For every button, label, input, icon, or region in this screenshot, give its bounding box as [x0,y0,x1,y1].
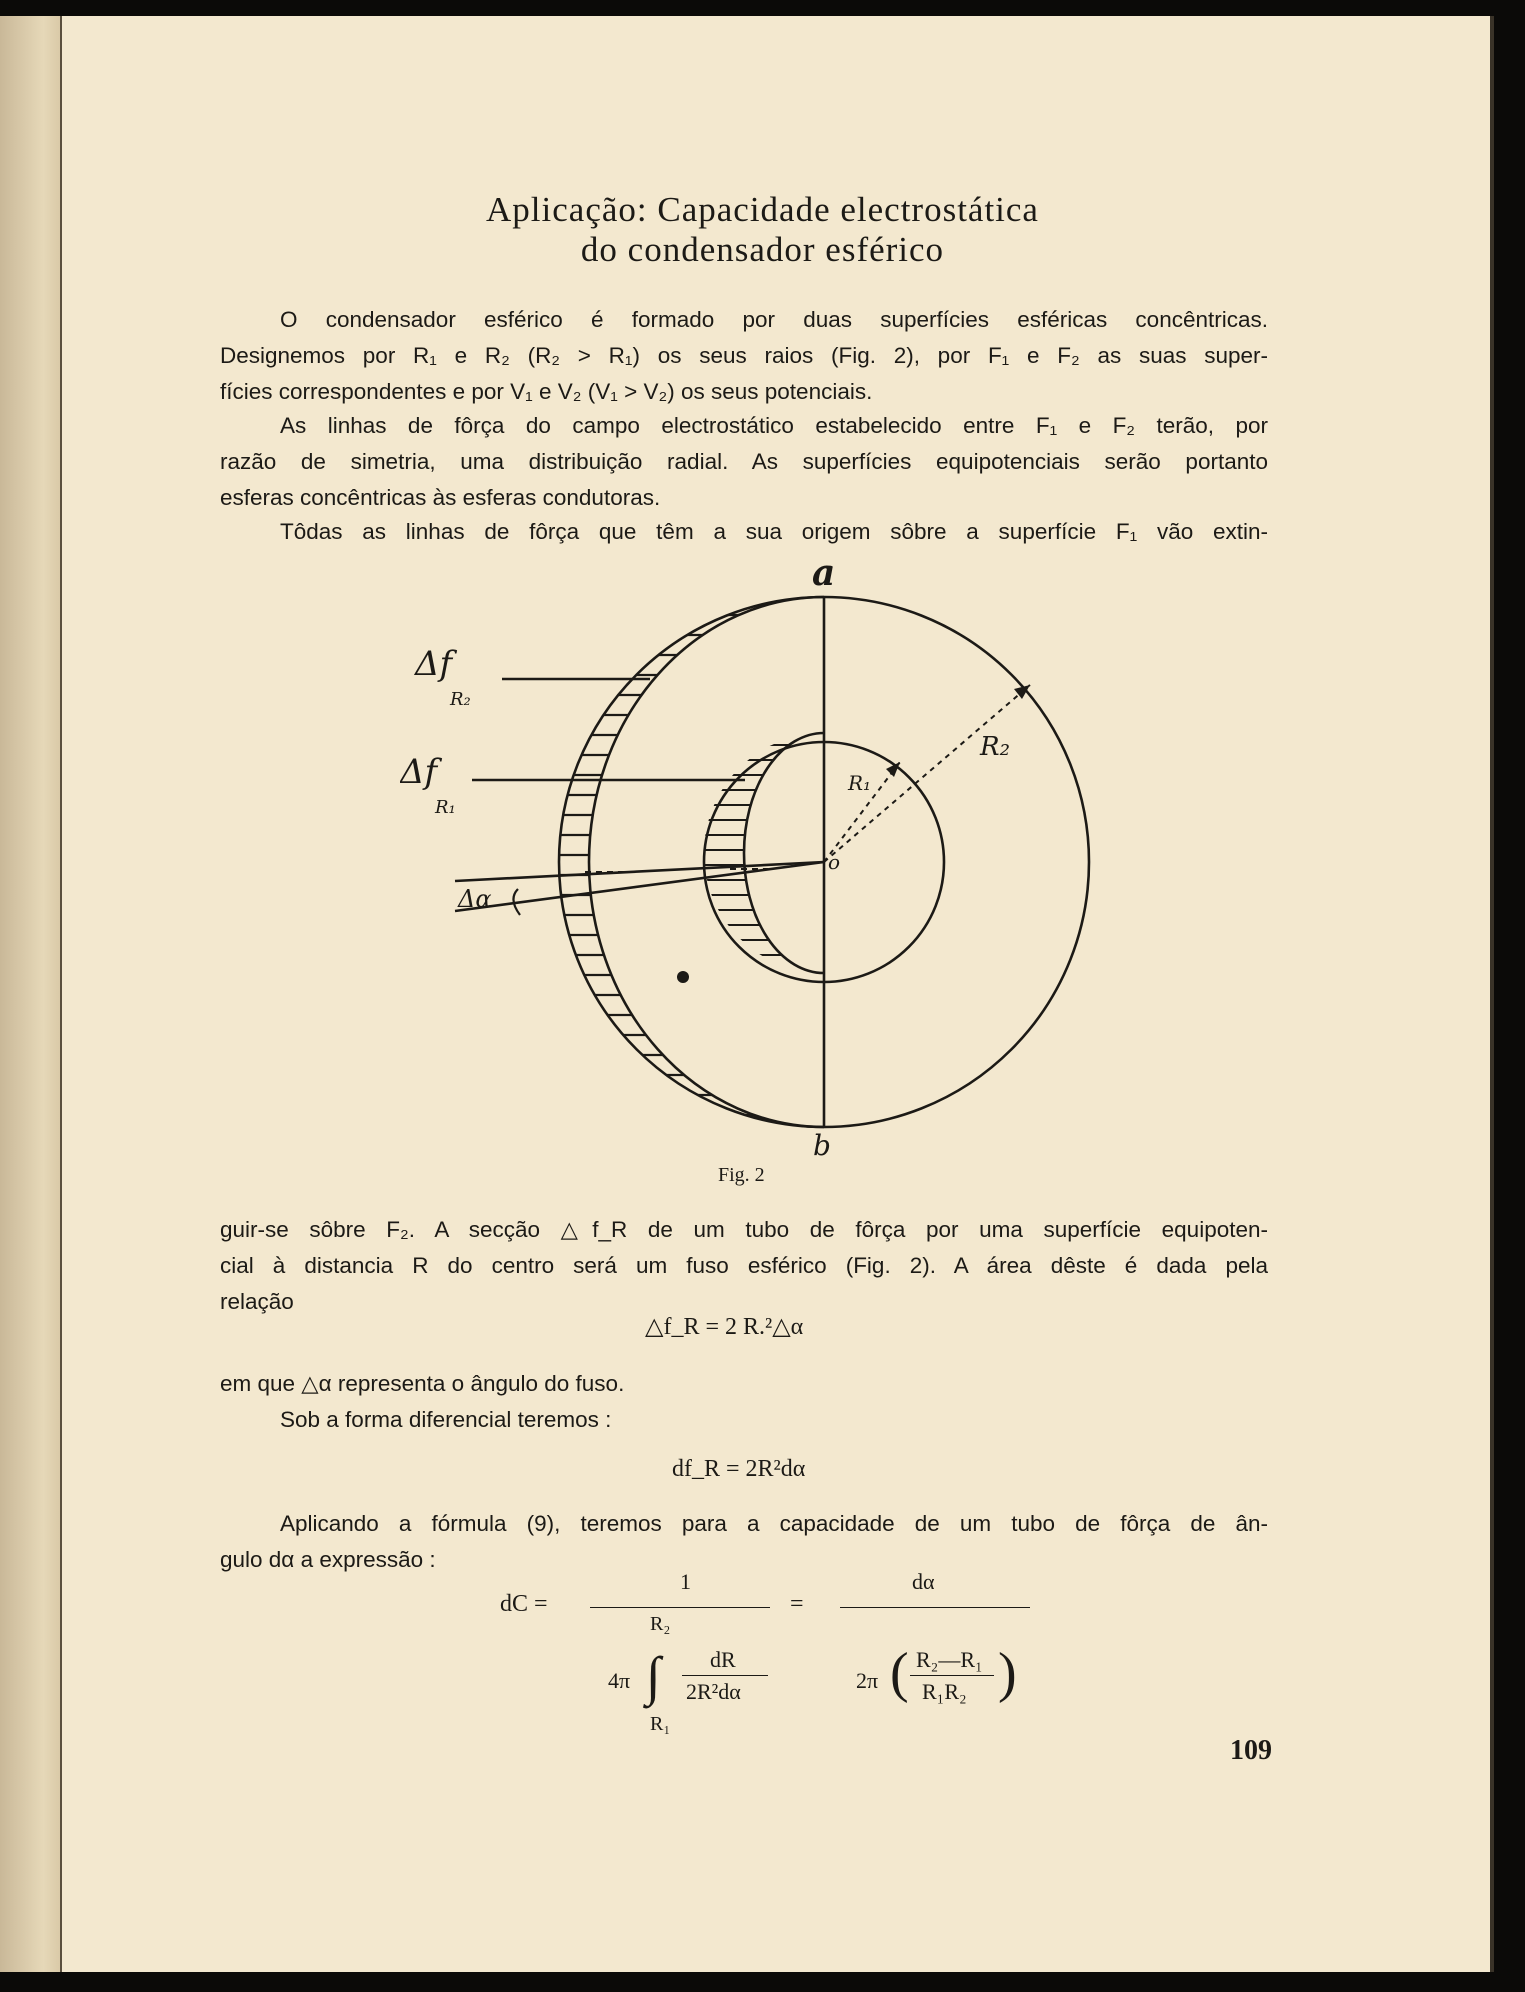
book-spine [0,16,62,1972]
paragraph-2 [220,408,1268,516]
outer-spindle-arc [589,597,824,1127]
paragraph-4-line-3: relação [220,1289,294,1314]
inner-spindle-hatch [690,745,840,955]
label-o: o [828,850,841,874]
figure-dot [677,971,689,983]
label-delta-f-r1: Δf [400,752,438,792]
right-paren: ) [998,1642,1017,1704]
fraction-bar-2 [840,1607,1030,1608]
paragraph-6-line-2: gulo dα a expressão : [220,1547,436,1572]
paragraph-4-line-2: cial à distancia R do centro será um fuso esférico (Fig. 2). A área dêste é dada pela [220,1253,1268,1278]
integral-sign: ∫ [646,1646,661,1706]
formula-equals: = [790,1591,804,1617]
label-delta-f-r1-sub: R₁ [435,797,456,818]
paragraph-4-line-1: guir-se sôbre F₂. A secção △f_R de um tubo de fôrça por uma superfície equipoten- [220,1217,1268,1242]
denominator-prefix: 2π [856,1668,879,1693]
paragraph-2-line-1: As linhas de fôrça do campo electrostático estabelecido entre F₁ e F₂ terão, por [280,413,1268,438]
formula-area-spindle: △f_R = 2 R.²△α [645,1314,804,1340]
paragraph-1-line-3: fícies correspondentes e por V₁ e V₂ (V₁ > V₂) os seus potenciais. [220,379,873,404]
paragraph-1-line-1: O condensador esférico é formado por duas superfícies esféricas concêntricas. [280,307,1268,332]
fraction-bar-integrand [682,1675,768,1676]
paragraph-1 [220,302,1268,410]
paragraph-5-line-2: Sob a forma diferencial teremos : [280,1407,612,1432]
integral-numerator: dR [710,1647,736,1672]
paragraph-3 [220,514,1268,550]
formula-capacitance [460,1569,1060,1745]
label-delta-f-r2: Δf [415,644,453,684]
label-r1: R₁ [848,771,872,795]
paragraph-5-line-1: em que △α representa o ângulo do fuso. [220,1371,625,1396]
paragraph-1-line-2: Designemos por R₁ e R₂ (R₂ > R₁) os seus raios (Fig. 2), por F₁ e F₂ as suas super- [220,343,1268,368]
fraction-bar-inner [910,1675,994,1676]
angle-ray-upper [455,862,824,881]
paragraph-6-line-1: Aplicando a fórmula (9), teremos para a capacidade de um tubo de fôrça de ân- [280,1511,1268,1536]
paragraph-4 [220,1212,1268,1320]
paragraph-3-line-1: Tôdas as linhas de fôrça que têm a sua origem sôbre a superfície F₁ vão extin- [280,519,1268,544]
left-paren: ( [890,1642,909,1704]
label-delta-f-r2-sub: R₂ [450,689,471,710]
paragraph-2-line-2: razão de simetria, uma distribuição radial. As superfícies equipotenciais serão portanto [220,449,1268,474]
label-delta-alpha: Δα [458,885,492,913]
formula-numerator-2: dα [912,1569,935,1594]
inner-spindle-arc [744,733,824,973]
paragraph-2-line-3: esferas concêntricas às esferas condutoras. [220,485,661,510]
page-title-line1: Aplicação: Capacidade electrostática [486,190,1039,229]
label-r2: R₂ [980,732,1010,762]
integral-upper-limit: R₂ [650,1613,671,1635]
integral-denominator: 2R²dα [686,1679,741,1704]
paragraph-5 [220,1366,1268,1438]
formula-differential: df_R = 2R²dα [672,1456,806,1482]
denominator-inner-denominator: R₁R₂ [922,1679,967,1704]
fraction-bar-1 [590,1607,770,1608]
label-b: b [813,1129,831,1162]
page-right-edge [1490,16,1494,1972]
label-a: a [812,555,836,594]
integral-lower-limit: R₁ [650,1713,671,1735]
figure-2-spherical-capacitor [400,555,1120,1175]
paragraph-6 [220,1506,1268,1578]
formula-lhs: dC = [500,1591,548,1617]
page-title-line2: do condensador esférico [580,230,945,269]
page-number: 109 [1230,1735,1272,1766]
formula-numerator-1: 1 [680,1569,691,1594]
angle-ray-lower [455,862,824,911]
figure-caption: Fig. 2 [718,1164,765,1186]
denominator-inner-numerator: R₂—R₁ [916,1647,983,1672]
integral-prefix: 4π [608,1668,631,1693]
